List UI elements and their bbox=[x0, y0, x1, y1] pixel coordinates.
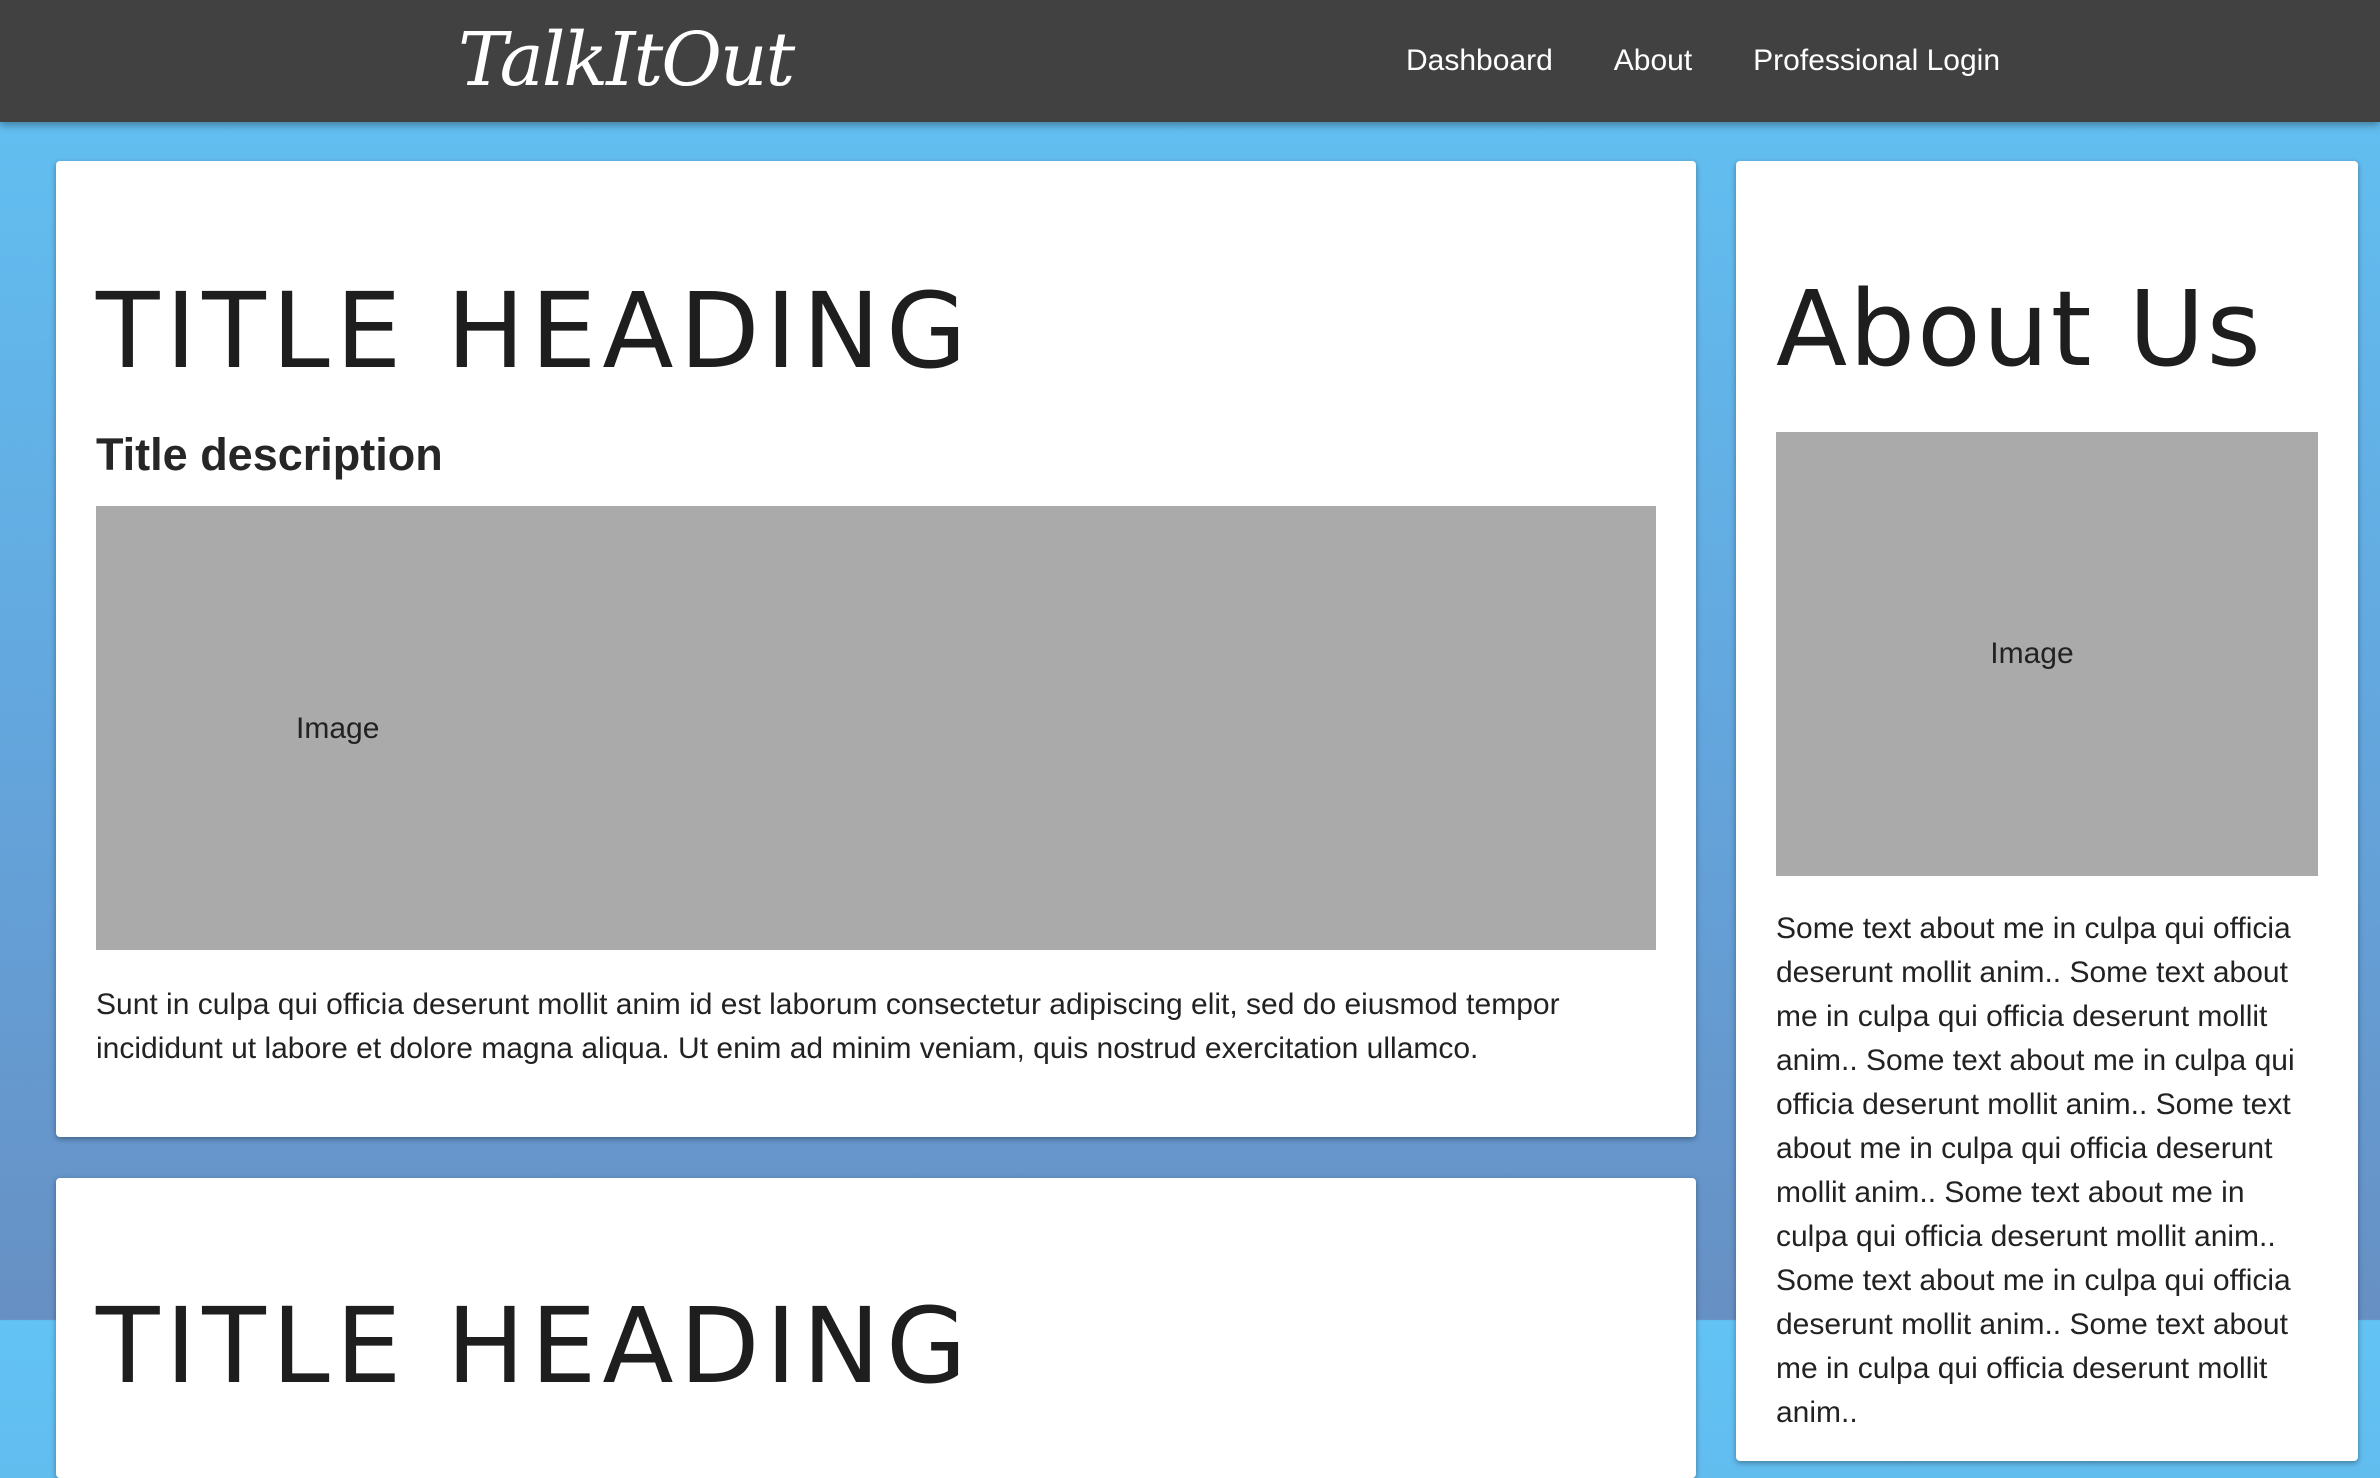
post-image-placeholder bbox=[96, 506, 1656, 950]
post-card bbox=[56, 1178, 1696, 1478]
nav-link-professional-login[interactable]: Professional Login bbox=[1753, 44, 2000, 77]
post-body: Sunt in culpa qui officia deserunt mollit anim id est laborum consectetur adipiscing elit, sed do eiusmod tempor incididunt ut labore et dolore magna aliqua. Ut enim ad minim veniam, quis nostrud exercitation ullamco. bbox=[96, 988, 1560, 1065]
image-placeholder-label: Image bbox=[1990, 637, 2074, 670]
nav-link-dashboard[interactable]: Dashboard bbox=[1406, 44, 1553, 77]
post-title: TITLE HEADING bbox=[96, 270, 973, 392]
post-title: TITLE HEADING bbox=[96, 1285, 973, 1407]
about-us-card bbox=[1736, 161, 2358, 1461]
about-image-placeholder bbox=[1776, 432, 2318, 876]
post-description: Title description bbox=[96, 429, 443, 480]
nav-links bbox=[1406, 0, 2000, 122]
top-navbar bbox=[0, 0, 2380, 122]
about-us-text: Some text about me in culpa qui officia deserunt mollit anim.. Some text about me in culpa qui officia deserunt mollit anim.. Some text about me in culpa qui officia deserunt mollit anim.. Some text about me in culpa qui officia deserunt mollit anim.. Some text about me in culpa qui officia deserunt mollit anim.. Some text about me in culpa qui officia deserunt mollit anim.. Some text about me in culpa qui officia deserunt mollit anim.. bbox=[1776, 912, 2295, 1429]
nav-link-about[interactable]: About bbox=[1613, 44, 1693, 77]
site-logo[interactable]: TalkItOut bbox=[458, 17, 794, 103]
post-card bbox=[56, 161, 1696, 1137]
image-placeholder-label: Image bbox=[296, 712, 380, 745]
about-us-title: About Us bbox=[1776, 268, 2263, 390]
